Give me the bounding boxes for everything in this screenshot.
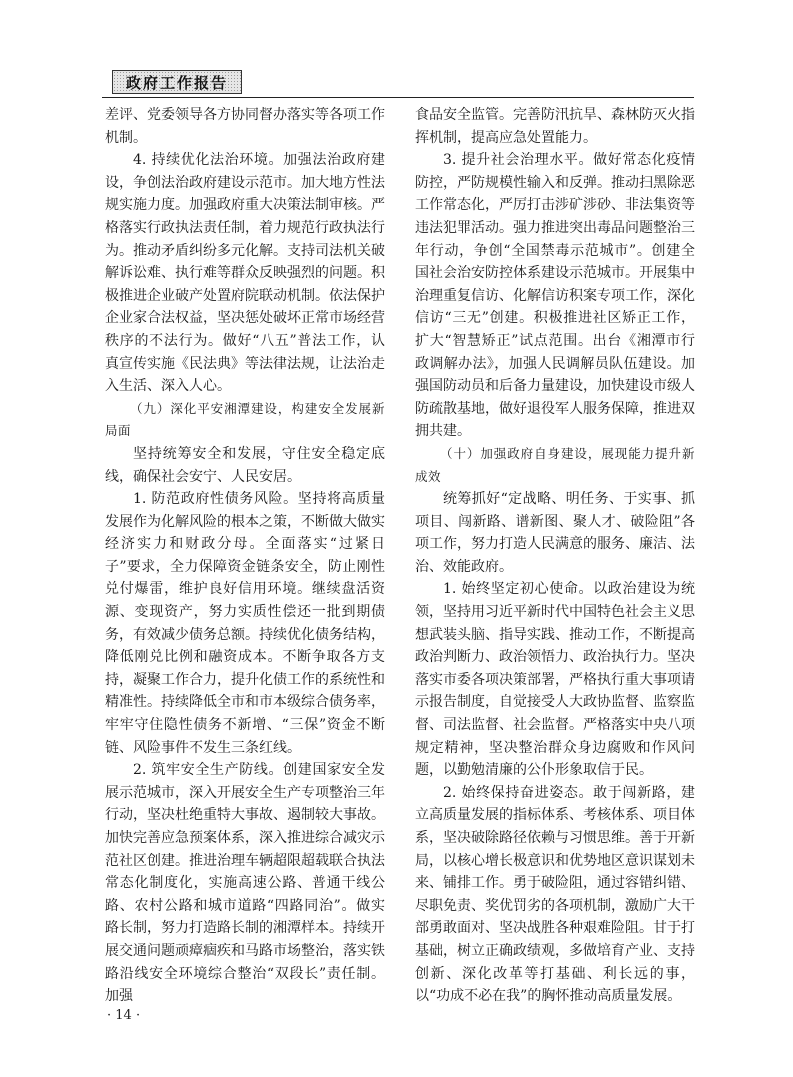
section-heading-9: （九）深化平安湘潭建设，构建安全发展新局面: [105, 400, 385, 439]
left-paragraph-1: 差评、党委领导各方协同督办落实等各项工作机制。: [105, 107, 385, 146]
left-paragraph-5: 1. 防范政府性债务风险。坚持将高质量发展作为化解风险的根本之策，不断做大做实经济实力和财政分母。全面落实“过紧日子”要求，全力保障资金链条安全，防止刚性兑付爆雷，维护良好信用环境。继续盘活资源、变现资产，努力实质性偿还一批到期债务，有效减少债务总额。持续优化债务结构，降低刚兑比例和融资成本。不断争取各方支持，凝聚工作合力，提升化债工作的系统性和精准性。持续降低全市和市本级综合债务率，牢牢守住隐性债务不新增、“三保”资金不断链、风险事件不发生三条红线。: [105, 491, 385, 756]
left-paragraph-2: 4. 持续优化法治环境。加强法治政府建设，争创法治政府建设示范市。加大地方性法规实施力度。加强政府重大决策法制审核。严格落实行政执法责任制，着力规范行政执法行为。推动矛盾纠纷多元化解。支持司法机关破解诉讼难、执行难等群众反映强烈的问题。积极推进企业破产处置府院联动机制。依法保护企业家合法权益，坚决惩处破坏正常市场经营秩序的不法行为。做好“八五”普法工作，认真宣传实施《民法典》等法律法规，让法治走入生活、深入人心。: [105, 152, 385, 395]
right-paragraph-5: 1. 始终坚定初心使命。以政治建设为统领，坚持用习近平新时代中国特色社会主义思想武装头脑、指导实践、推动工作，不断提高政治判断力、政治领悟力、政治执行力。坚决落实市委各项决策部署，严格执行重大事项请示报告制度，自觉接受人大政协监督、监察监督、司法监督、社会监督。严格落实中央八项规定精神，坚决整治群众身边腐败和作风问题，以勤勉清廉的公仆形象取信于民。: [415, 581, 695, 779]
header-rule: [102, 97, 694, 98]
page-number: · 14 ·: [107, 1008, 141, 1023]
left-paragraph-6: 2. 筑牢安全生产防线。创建国家安全发展示范城市，深入开展安全生产专项整治三年行动，坚决杜绝重特大事故、遏制较大事故。加快完善应急预案体系，深入推进综合减灾示范社区创建。推进治理车辆超限超载联合执法常态化制度化，实施高速公路、普通干线公路、农村公路和城市道路“四路同治”。做实路长制，努力打造路长制的湘潭样本。持续开展交通问题顽瘴痼疾和马路市场整治，落实铁路沿线安全环境综合整治“双段长”责任制。加强: [105, 762, 385, 1005]
right-paragraph-4: 统筹抓好“定战略、明任务、于实事、抓项目、闯新路、谱新图、聚人才、破险阻”各项工作，努力打造人民满意的服务、廉洁、法治、效能政府。: [415, 491, 695, 575]
left-paragraph-4: 坚持统筹安全和发展，守住安全稳定底线，确保社会安宁、人民安居。: [105, 445, 385, 485]
right-column: [415, 104, 695, 1008]
left-column: [105, 104, 385, 1008]
right-paragraph-1: 食品安全监管。完善防汛抗旱、森林防灭火指挥机制，提高应急处置能力。: [415, 107, 695, 146]
right-paragraph-6: 2. 始终保持奋进姿态。敢于闯新路，建立高质量发展的指标体系、考核体系、项目体系，坚决破除路径依赖与习惯思维。善于开新局，以核心增长极意识和优势地区意识谋划未来、铺排工作。勇于破险阻，通过容错纠错、尽职免责、奖优罚劣的各项机制，激励广大干部勇敢面对、坚决战胜各种艰难险阻。甘于打基础，树立正确政绩观，多做培育产业、支持创新、深化改革等打基础、利长远的事，以“功成不必在我”的胸怀推动高质量发展。: [415, 784, 695, 1005]
right-paragraph-2: 3. 提升社会治理水平。做好常态化疫情防控，严防规模性输入和反弹。推动扫黑除恶工作常态化，严厉打击涉矿涉砂、非法集资等违法犯罪活动。强力推进突出毒品问题整治三年行动，争创“全国禁毒示范城市”。创建全国社会治安防控体系建设示范城市。开展集中治理重复信访、化解信访积案专项工作，深化信访“三无”创建。积极推进社区矫正工作，扩大“智慧矫正”试点范围。出台《湘潭市行政调解办法》，加强人民调解员队伍建设。加强国防动员和后备力量建设，加快建设市级人防疏散基地，做好退役军人服务保障，推进双拥共建。: [415, 152, 695, 440]
running-header-title: 政府工作报告: [112, 70, 242, 94]
section-heading-10: （十）加强政府自身建设，展现能力提升新成效: [415, 445, 695, 484]
